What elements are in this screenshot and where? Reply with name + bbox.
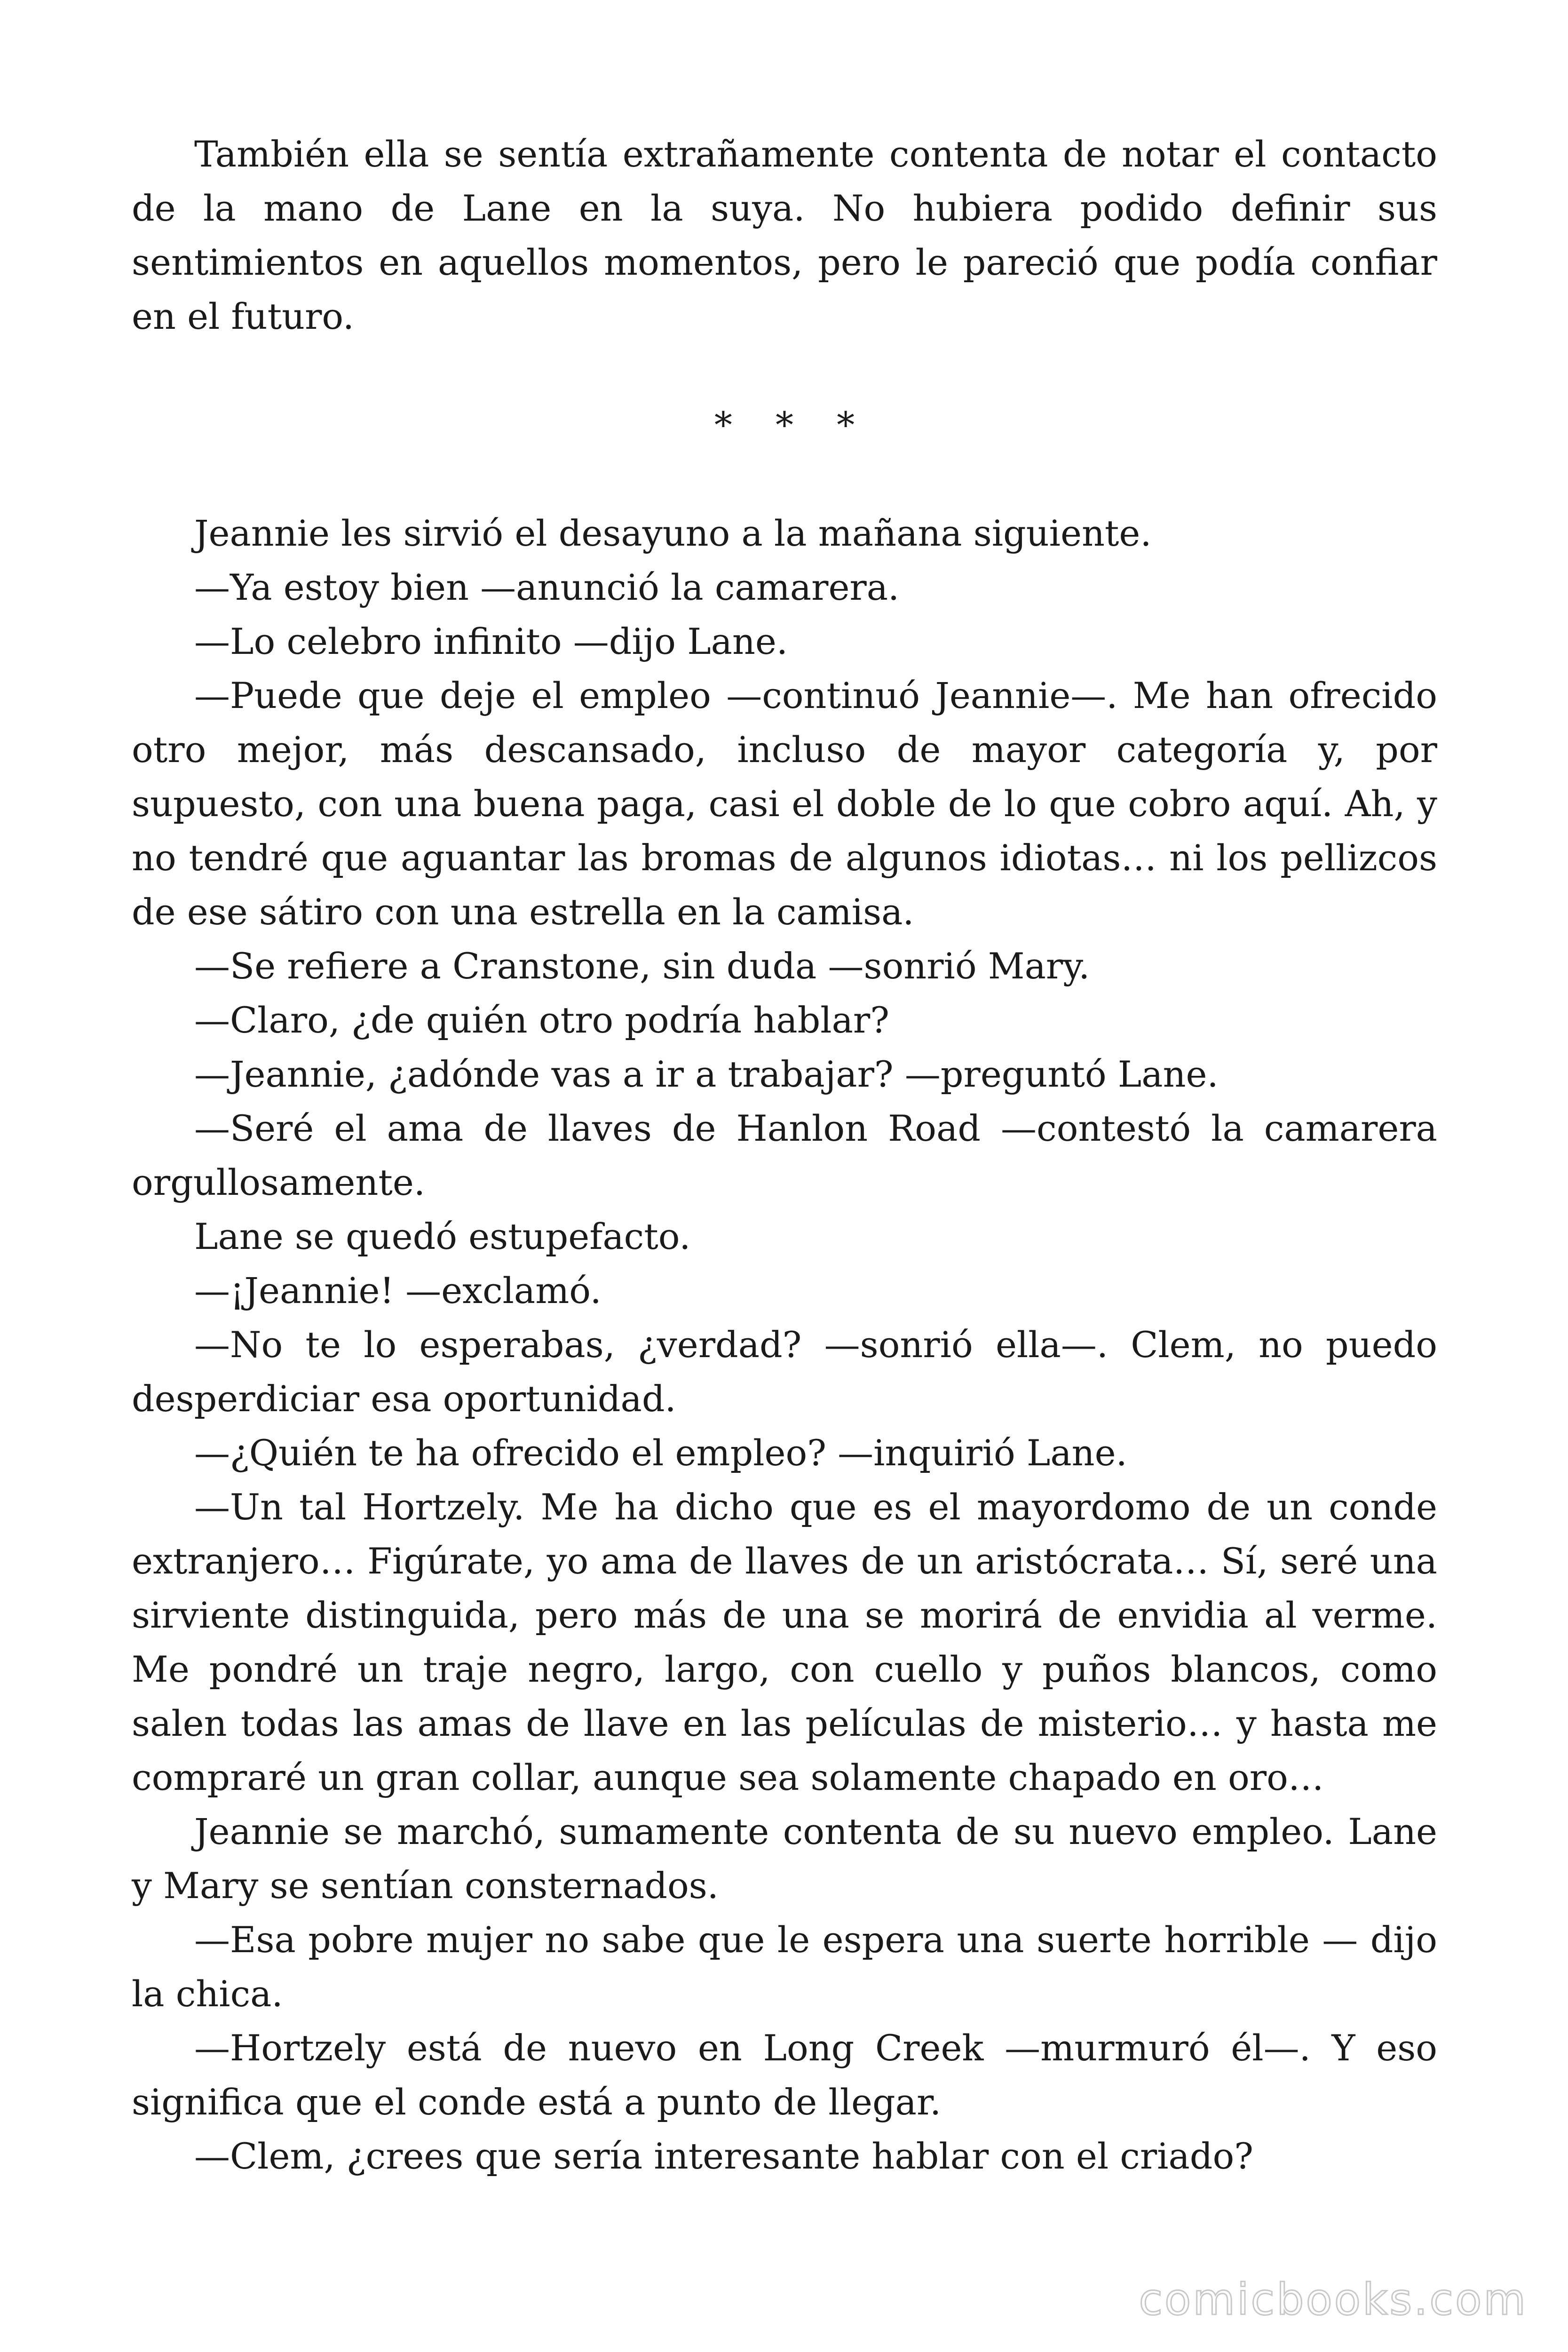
- paragraph: Lane se quedó estupefacto.: [194, 1216, 691, 1257]
- watermark: comicbooks.com: [1139, 2274, 1528, 2325]
- paragraph: —Clem, ¿crees que sería interesante hablar con el criado?: [194, 2135, 1253, 2177]
- paragraph: —Claro, ¿de quién otro podría hablar?: [194, 999, 889, 1041]
- paragraph: —¿Quién te ha ofrecido el empleo? —inquirió Lane.: [194, 1432, 1127, 1474]
- paragraph: —¡Jeannie! —exclamó.: [194, 1270, 602, 1311]
- paragraph: Jeannie se marchó, sumamente contenta de su nuevo empleo. Lane y Mary se sentían consternados.: [132, 1811, 1437, 1907]
- paragraph: —Ya estoy bien —anunció la camarera.: [194, 566, 900, 608]
- paragraph: —Se refiere a Cranstone, sin duda —sonrió Mary.: [194, 945, 1090, 987]
- paragraph: —No te lo esperabas, ¿verdad? —sonrió ella—. Clem, no puedo desperdiciar esa oportunidad.: [132, 1324, 1437, 1420]
- paragraph: —Jeannie, ¿adónde vas a ir a trabajar? —preguntó Lane.: [194, 1053, 1219, 1095]
- section-separator: * * *: [714, 404, 871, 446]
- paragraph: Jeannie les sirvió el desayuno a la mañana siguiente.: [194, 512, 1152, 554]
- paragraph: —Un tal Hortzely. Me ha dicho que es el mayordomo de un conde extranjero… Figúrate, yo ama de llaves de un aristócrata… Sí, seré una sirviente distinguida, pero más de una se morirá de envidia al verme. Me pondré un traje negro, largo, con cuello y puños blancos, como salen todas las amas de llave en las películas de misterio… y hasta me compraré un gran collar, aunque sea solamente chapado en oro…: [132, 1486, 1437, 1798]
- page-body: [132, 127, 1437, 2183]
- paragraph: —Puede que deje el empleo —continuó Jeannie—. Me han ofrecido otro mejor, más descansado, incluso de mayor categoría y, por supuesto, con una buena paga, casi el doble de lo que cobro aquí. Ah, y no tendré que aguantar las bromas de algunos idiotas… ni los pellizcos de ese sátiro con una estrella en la camisa.: [132, 675, 1437, 933]
- paragraph: —Hortzely está de nuevo en Long Creek —murmuró él—. Y eso significa que el conde está a punto de llegar.: [132, 2027, 1437, 2123]
- paragraph: —Esa pobre mujer no sabe que le espera una suerte horrible — dijo la chica.: [132, 1919, 1437, 2015]
- paragraph: —Lo celebro infinito —dijo Lane.: [194, 620, 788, 662]
- paragraph: —Seré el ama de llaves de Hanlon Road —contestó la camarera orgullosamente.: [132, 1107, 1437, 1203]
- paragraph: También ella se sentía extrañamente contenta de notar el contacto de la mano de Lane en la suya. No hubiera podido definir sus sentimientos en aquellos momentos, pero le pareció que podía confiar en el futuro.: [132, 133, 1437, 337]
